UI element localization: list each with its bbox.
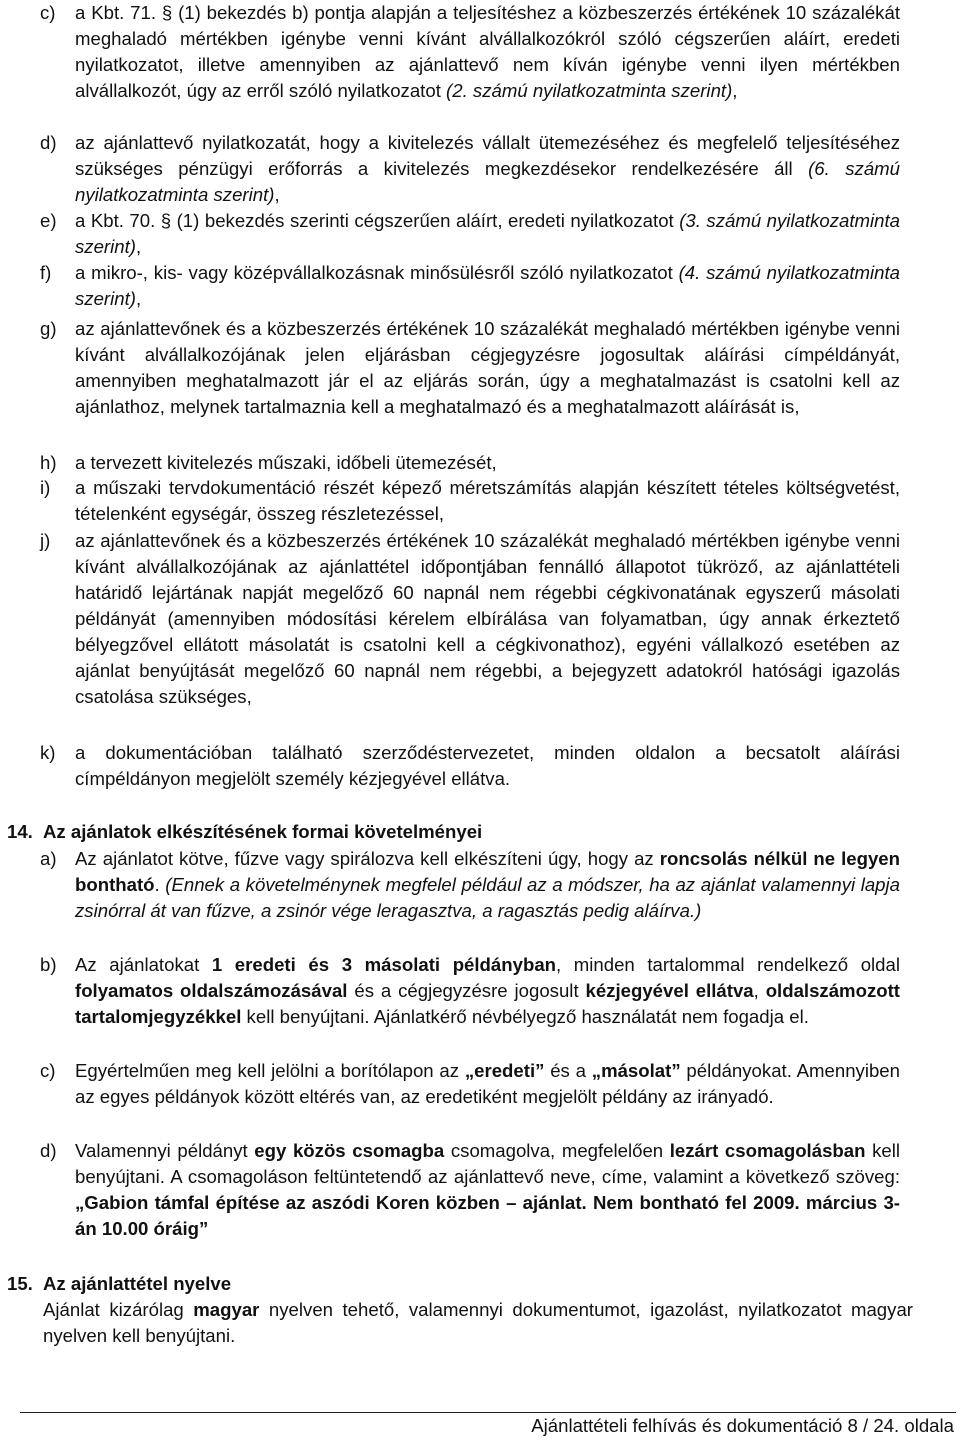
list-item-d — [40, 130, 900, 208]
footer-divider — [20, 1412, 956, 1413]
list-marker: h) — [40, 452, 57, 473]
list-item-text: Valamennyi példányt egy közös csomagba csomagolva, megfelelően lezárt csomagolásban kell benyújtani. A csomagoláson feltüntetendő az ajánlattevő neve, címe, valamint a következő szöveg: „Gabion támfal építése az aszódi Koren közben – ajánlat. Nem bontható fel 2009. március 3-án 10.00 óráig” — [75, 1140, 900, 1239]
list-item-k — [40, 740, 900, 792]
list-marker: a) — [40, 848, 57, 869]
list-marker: k) — [40, 742, 56, 763]
section-14-item-d — [40, 1138, 900, 1242]
section-15-heading — [7, 1271, 897, 1297]
section-14-item-b — [40, 952, 900, 1030]
list-item-j — [40, 528, 900, 710]
list-marker: b) — [40, 954, 57, 975]
list-marker: i) — [40, 477, 51, 498]
section-title: Az ajánlatok elkészítésének formai követelményei — [43, 821, 483, 842]
section-15-body: Ajánlat kizárólag magyar nyelven tehető, valamennyi dokumentumot, igazolást, nyilatkozatot magyar nyelven kell benyújtani. — [43, 1299, 913, 1346]
list-marker: g) — [40, 318, 57, 339]
section-number: 15. — [7, 1273, 33, 1294]
list-marker: d) — [40, 1140, 57, 1161]
list-marker: d) — [40, 132, 57, 153]
section-title: Az ajánlattétel nyelve — [43, 1273, 232, 1294]
list-item-text: a műszaki tervdokumentáció részét képező méretszámítás alapján készített tételes költségvetést, tételenként egységár, összeg részletezéssel, — [75, 477, 900, 524]
list-marker: c) — [40, 2, 56, 23]
list-marker: f) — [40, 262, 52, 283]
list-item-h — [40, 450, 900, 476]
section-14-item-a — [40, 846, 900, 924]
list-item-i — [40, 475, 900, 527]
list-item-g — [40, 316, 900, 420]
list-marker: c) — [40, 1060, 56, 1081]
list-item-text: a dokumentációban található szerződéstervezetet, minden oldalon a becsatolt aláírási címpéldányon megjelölt személy kézjegyével ellátva. — [75, 742, 900, 789]
list-item-f — [40, 260, 900, 312]
section-14-item-c — [40, 1058, 900, 1110]
list-item-e — [40, 208, 900, 260]
section-number: 14. — [7, 821, 33, 842]
list-item-text: az ajánlattevőnek és a közbeszerzés értékének 10 százalékát meghaladó mértékben igénybe venni kívánt alvállalkozójának jelen eljárásban cégjegyzésre jogosultak aláírási címpéldányát, amennyiben meghatalmazott jár el az eljárás során, úgy a meghatalmazást is csatolni kell az ajánlathoz, melynek tartalmaznia kell a meghatalmazó és a meghatalmazott aláírását is, — [75, 318, 900, 417]
list-item-text: Az ajánlatokat 1 eredeti és 3 másolati példányban, minden tartalommal rendelkező oldal folyamatos oldalszámozásával és a cégjegyzésre jogosult kézjegyével ellátva, oldalszámozott tartalomjegyzékkel kell benyújtani. Ajánlatkérő névbélyegző használatát nem fogadja el. — [75, 954, 900, 1027]
list-item-text: a tervezett kivitelezés műszaki, időbeli ütemezését, — [75, 452, 497, 473]
list-marker: e) — [40, 210, 57, 231]
list-item-text: Egyértelműen meg kell jelölni a borítólapon az „eredeti” és a „másolat” példányokat. Amennyiben az egyes példányok között eltérés van, az eredetiként megjelölt példány az irányadó. — [75, 1060, 900, 1107]
list-item-text: a mikro-, kis- vagy középvállalkozásnak minősülésről szóló nyilatkozatot (4. számú nyilatkozatminta szerint), — [75, 262, 900, 309]
page-footer: Ajánlattételi felhívás és dokumentáció 8 / 24. oldala — [531, 1415, 954, 1436]
list-marker: j) — [40, 530, 51, 551]
list-item-c — [40, 0, 900, 104]
list-item-text: a Kbt. 70. § (1) bekezdés szerinti cégszerűen aláírt, eredeti nyilatkozatot (3. számú nyilatkozatminta szerint), — [75, 210, 900, 257]
section-14-heading — [7, 819, 897, 845]
list-item-text: a Kbt. 71. § (1) bekezdés b) pontja alapján a teljesítéshez a közbeszerzés értékének 10 százalékát meghaladó mértékben igénybe venni kívánt alvállalkozókról szóló cégszerűen aláírt, eredeti nyilatkozatot, illetve amennyiben az ajánlattevő nem kíván igénybe venni ilyen mértékben alvállalkozót, úgy az erről szóló nyilatkozatot (2. számú nyilatkozatminta szerint), — [75, 2, 900, 101]
list-item-text: az ajánlattevőnek és a közbeszerzés értékének 10 százalékát meghaladó mértékben igénybe venni kívánt alvállalkozójának az ajánlattétel időpontjában fennálló állapotot tükröző, az ajánlattételi határidő lejártának napját megelőző 60 napnál nem régebbi cégkivonatának egyszerű másolati példányát (amennyiben módosítási kérelem elbírálása van folyamatban, úgy annak érkeztető bélyegzővel ellátott másolatát is csatolni kell a cégkivonathoz), egyéni vállalkozó esetében az ajánlat benyújtását megelőző 60 napnál nem régebbi, a bejegyzett adatokról hatósági igazolás csatolása szükséges, — [75, 530, 900, 707]
list-item-text: az ajánlattevő nyilatkozatát, hogy a kivitelezés vállalt ütemezéséhez és megfelelő teljesítéséhez szükséges pénzügyi erőforrás a kivitelezés megkezdésekor rendelkezésére áll (6. számú nyilatkozatminta szerint), — [75, 132, 900, 205]
list-item-text: Az ajánlatot kötve, fűzve vagy spirálozva kell elkészíteni úgy, hogy az roncsolás nélkül ne legyen bontható. (Ennek a követelménynek megfelel például az a módszer, ha az ajánlat valamennyi lapja zsinórral át van fűzve, a zsinór vége leragasztva, a ragasztás pedig aláírva.) — [75, 848, 901, 921]
